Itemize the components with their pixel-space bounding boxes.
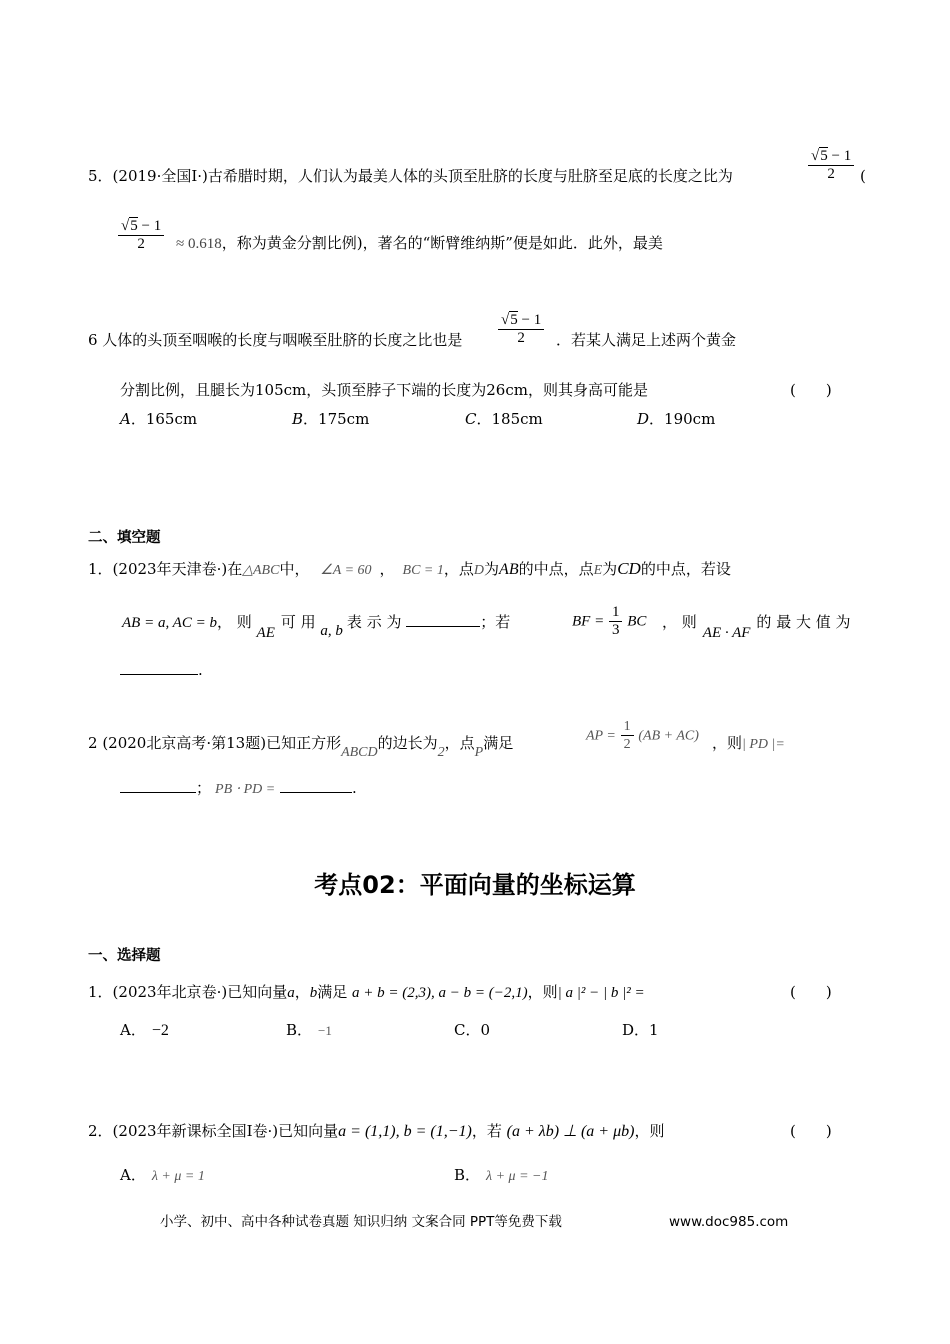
q5-option-a[interactable]: A．165cm: [120, 410, 198, 428]
c1-option-c[interactable]: C．0: [454, 1021, 491, 1039]
page-heading: 考点02：平面向量的坐标运算: [314, 871, 636, 899]
f1-line1: 1．(2023年天津卷·)在△ABC中， ∠A = 60 ， BC = 1，点D为AB的中点，点E为CD的中点，若设: [88, 559, 731, 578]
open-paren: (: [860, 167, 866, 185]
c1-option-b[interactable]: B． −1: [286, 1021, 332, 1039]
q5-option-b[interactable]: B．175cm: [292, 410, 370, 428]
c1-line1: 1．(2023年北京卷·)已知向量a，b满足 a + b = (2,3), a − b = (−2,1)，则| a |² − | b |² =: [88, 983, 645, 1001]
q5-option-d[interactable]: D．190cm: [637, 410, 716, 428]
f2-line1: 2 (2020北京高考·第13题)已知正方形ABCD的边长为2，点P满足: [88, 734, 514, 760]
footer-text: 小学、初中、高中各种试卷真题 知识归纳 文案合同 PPT等免费下载: [160, 1214, 562, 1230]
golden-ratio-fraction-1: $\frac{√5 - 1}{2}$: [808, 148, 854, 183]
section-choice: 一、选择题: [88, 947, 161, 964]
f2-line2: ； PB ⋅ PD = .: [120, 778, 357, 800]
q5-line3-suffix: ．若某人满足上述两个黄金: [556, 331, 737, 349]
q5-line2: ≈ 0.618，称为黄金分割比例)，著名的“断臂维纳斯”便是如此．此外，最美: [176, 234, 663, 252]
f1-blank-2[interactable]: [120, 674, 198, 675]
f2-blank-2[interactable]: [280, 792, 352, 793]
golden-ratio-fraction-3: $\frac{√5 - 1}{2}$: [498, 312, 544, 347]
golden-ratio-fraction-2: $\frac{√5 - 1}{2}$: [118, 218, 164, 253]
f1-line2-tail: ， 则AE · AF的 最 大 值 为: [662, 613, 851, 641]
f2-line1-tail: ，则| PD |=: [712, 734, 785, 752]
c2-line1: 2．(2023年新课标全国Ⅰ卷·)已知向量a = (1,1), b = (1,−1)，若 (a + λb) ⊥ (a + μb)，则: [88, 1122, 665, 1140]
f1-bf-expression: BF = $\frac{1}{3}$ BC: [572, 604, 647, 638]
f1-line2: AB = a, AC = b， 则 AE可 用 a, b 表 示 为 ；若: [122, 613, 511, 641]
f2-ap-expression: AP = $\frac{1}{2}$ (AB + AC): [586, 719, 699, 752]
section-fill-in: 二、填空题: [88, 529, 161, 546]
f1-blank-1[interactable]: [406, 626, 480, 627]
c2-answer-paren: ( ): [790, 1122, 832, 1140]
q5-line3: 6 人体的头顶至咽喉的长度与咽喉至肚脐的长度之比也是: [88, 331, 463, 349]
q5-option-c[interactable]: C．185cm: [465, 410, 543, 428]
f1-line3: .: [120, 660, 203, 680]
f2-blank-1[interactable]: [120, 792, 196, 793]
c1-option-a[interactable]: A． −2: [120, 1021, 169, 1039]
c2-option-b[interactable]: B． λ + μ = −1: [454, 1166, 549, 1184]
c1-option-d[interactable]: D．1: [622, 1021, 659, 1039]
q5-line1: 5．(2019·全国Ⅰ·)古希腊时期，人们认为最美人体的头顶至肚脐的长度与肚脐至足底的长度之比为: [88, 167, 733, 185]
c1-answer-paren: ( ): [790, 983, 832, 1001]
footer-link[interactable]: www.doc985.com: [669, 1214, 789, 1230]
q5-line4: 分割比例，且腿长为105cm，头顶至脖子下端的长度为26cm，则其身高可能是: [120, 381, 648, 399]
c2-option-a[interactable]: A． λ + μ = 1: [120, 1166, 205, 1184]
answer-paren: ( ): [790, 381, 832, 399]
